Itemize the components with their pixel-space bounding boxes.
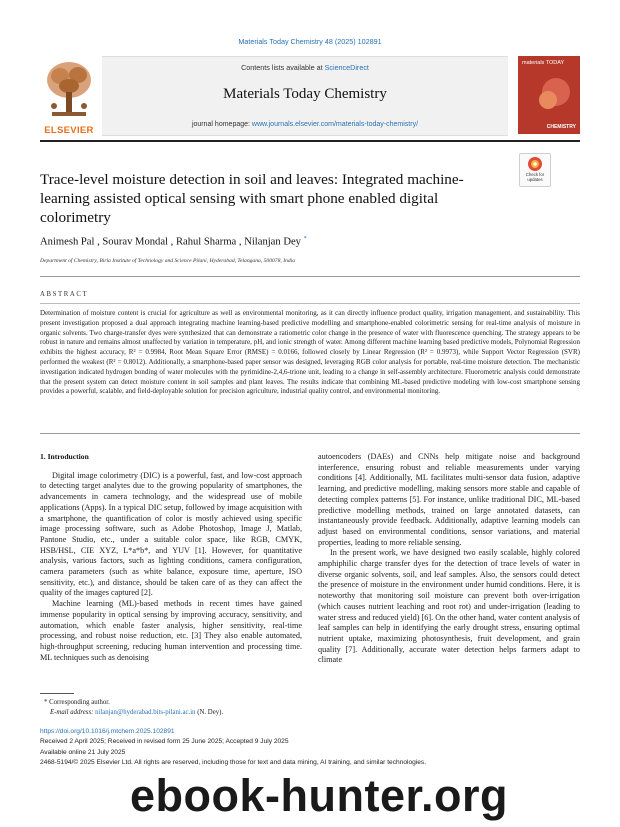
abstract-text: Determination of moisture content is crucial for agriculture as well as environmental monitoring, as it can directly influence product quality, irrigation management, and sustainability. This present investigation proposed a dual approach integrating machine learning-based predictive modelling and smartphone-enabled colorimetric sensing for real-time analysis of moisture in organic solvents. Two charge-transfer dyes were synthesized that can demonstrate a ratiometric color change in the presence of water with fluorescence quenching. The strategy appears to be robust in nature and remains almost unaffected by variation in temperature, pH, and ionic strength of water. Among different machine learning based predictive models, Polynomial Regression exhibits the highest accuracy, R² = 0.9984, Root Mean Square Error (RMSE) = 0.0166, followed closely by Linear Regression (R² = 0.9973), while Support Vector Regression (SVR) performed the weakest (R² = 0.8012). Additionally, a smartphone-based paper sensor was designed, leveraging RGB color analysis for portable, real-time moisture detection. The mechanistic investigation indicated hydrogen bonding of water molecules with the pyrimidine-2,4,6-trione unit, leading to a change in self-assembly architecture. Fluorometric analysis could demonstrate that the present system can detect moisture content in soil samples and plant leaves. The results indicate that combining ML-based predictive modeling with low-cost smartphone sensing provides a powerful, scalable, and field-deployable solution for precision agriculture, industrial quality control, and environmental monitoring. [40,309,580,396]
contents-line [102,63,508,72]
journal-cover-thumbnail[interactable] [518,56,580,134]
affiliation: Department of Chemistry, Birla Institute of Technology and Science Pilani, Hyderabad, Telangana, 500078, India [40,258,296,264]
check-updates-icon [520,154,550,173]
watermark: ebook-hunter.org [130,770,508,821]
copyright-line: 2468-5194/© 2025 Elsevier Ltd. All rights are reserved, including those for text and data mining, AI training, and similar technologies. [40,759,427,767]
body-column-right [318,452,580,666]
author-list [40,236,560,248]
elsevier-tree-icon [40,56,98,122]
sciencedirect-link[interactable]: ScienceDirect [324,63,369,72]
abstract-rule [40,303,580,304]
homepage-prefix: journal homepage: [191,121,252,128]
paragraph: autoencoders (DAEs) and CNNs help mitigate noise and background interference, ensuring robust and reliable measurements under varying conditions [4]. Additionally, ML facilitates multi-sensor data fusion, adaptive learning, and predictive modelling, making sensors more stable and capable of detecting complex patterns [5]. For instance, unlike traditional DIC, ML-based predictive modelling methods, trained on large annotated datasets, can instantaneously provide feedback. Additionally, adaptive learning models can adjust based on environmental conditions, sensor variations, and material properties, leading to more reliable sensing. [318,452,580,547]
publication-info [40,727,600,769]
homepage-line [102,121,508,128]
available-online: Available online 21 July 2025 [40,748,126,756]
body-column-left [40,452,302,663]
check-updates-label: Check for updates [525,172,545,182]
publisher-wordmark: ELSEVIER [44,125,94,136]
abstract-end-rule [40,433,580,434]
journal-reference[interactable]: Materials Today Chemistry 48 (2025) 102891 [238,37,382,46]
doi-link[interactable]: https://doi.org/10.1016/j.mtchem.2025.102891 [40,728,175,735]
journal-masthead [102,56,508,136]
journal-homepage-link[interactable]: www.journals.elsevier.com/materials-today-chemistry/ [251,121,419,128]
elsevier-logo [40,56,98,136]
abstract-heading: ABSTRACT [40,291,89,298]
journal-title: Materials Today Chemistry [223,86,387,102]
footnote [40,698,580,718]
contents-prefix: Contents lists available at [241,63,325,72]
cover-top-text: materials TODAY [522,60,565,66]
masthead-header [40,56,580,136]
paragraph: Digital image colorimetry (DIC) is a powerful, fast, and low-cost approach to detecting target analytes due to the growing popularity of smartphones, the advancements in camera technology, and the widespread use of mobile applications (Apps). In a typical DIC setup, followed by image acquisition with a smartphone, the quantification of color is mostly achieved using specific image processing software, such as Adobe Photoshop, Image J, Matlab, Pantone Studio, etc., under a suitable color space, like RGB, CMYK, HSB/HSL, CIE XYZ, L*a*b*, and YUV [1]. However, for quantitative analysis, various factors, such as lighting conditions, camera configuration, camera parameters (such as white balance, exposure time, aperture, ISO sensitivity, etc.), and distance, should be taken care of as they can affect the quality of the images captured [2]. [40,470,302,598]
email-label: E-mail address: [50,709,96,716]
corresponding-author-mark[interactable]: * [303,236,307,242]
footnote-rule [40,693,74,694]
article-title: Trace-level moisture detection in soil and leaves: Integrated machine-learning assisted optical sensing with smart phone enabled digital colorimetry [40,171,464,226]
cover-art-icon [518,56,580,134]
paragraph: In the present work, we have designed two easily scalable, highly colored amphiphilic charge transfer dyes for the detection of trace levels of water in diverse organic solvents, soil, and leaf samples. Also, the sensors could detect the presence of moisture in the environment under humid conditions. Here, it is noteworthy that monitoring soil moisture can prevent both over-irrigation (which causes nutrient leaching and root rot) and under-irrigation (leading to water stress and reduced yield) [6]. On the other hand, water content analysis of leaf samples can help in identifying the early drought stress, ensuring optimal nutrient uptake, maximizing photosynthesis, fruit development, and grain quality [7]. Additionally, accurate water detection helps farmers adapt to climate [318,548,580,665]
affiliation-rule [40,276,580,277]
email-link[interactable]: nilanjan@hyderabad.bits-pilani.ac.in [95,709,196,716]
header-rule [40,140,580,142]
section-heading-introduction: 1. Introduction [40,452,89,461]
paragraph: Machine learning (ML)-based methods in recent times have gained immense popularity in optical sensing by improving accuracy, sensitivity, and automation, which enable faster analysis, higher sensitivity, real-time processing, and robust noise reduction, etc. [3] They also enable automated, high-throughput screening, reducing human intervention and processing time. ML techniques such as denoising [40,599,302,662]
authors-text: Animesh Pal , Sourav Mondal , Rahul Sharma , Nilanjan Dey [40,236,301,248]
cover-bottom-text: CHEMISTRY [546,124,576,130]
corresponding-author-note: * Corresponding author. [44,699,110,706]
received-dates: Received 2 April 2025; Received in revised form 25 June 2025; Accepted 9 July 2025 [40,738,289,746]
email-suffix: (N. Dey). [195,709,224,716]
check-for-updates-button[interactable] [519,153,551,187]
email-line [40,708,580,718]
